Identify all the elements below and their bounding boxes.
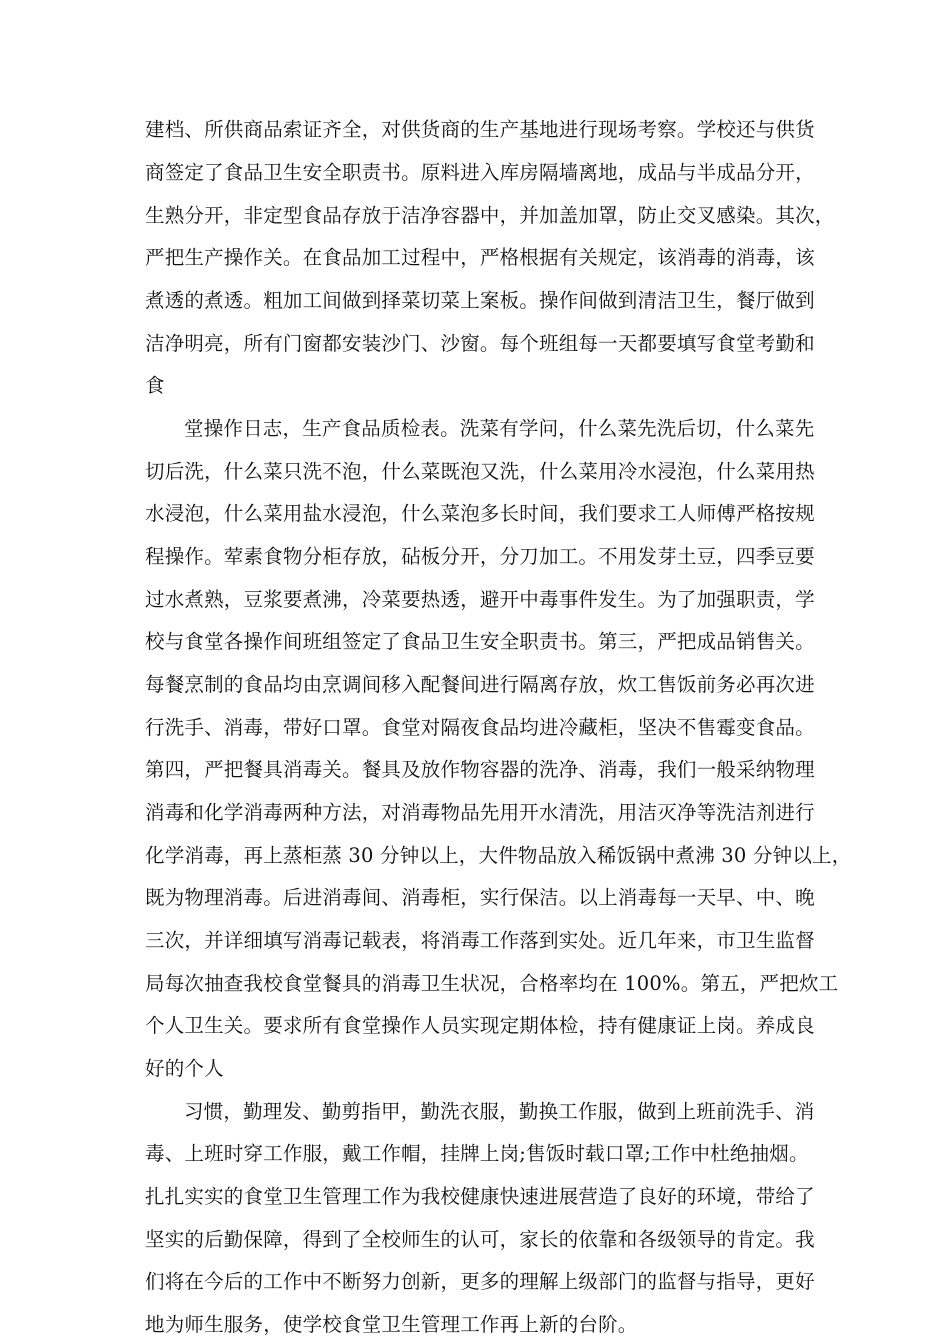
text-line: 切后洗，什么菜只洗不泡，什么菜既泡又洗，什么菜用冷水浸泡，什么菜用热	[145, 460, 815, 483]
text-line: 水浸泡，什么菜用盐水浸泡，什么菜泡多长时间，我们要求工人师傅严格按规	[145, 502, 815, 525]
text-line: 好的个人	[145, 1057, 224, 1080]
text-line: 煮透的煮透。粗加工间做到择菜切菜上案板。操作间做到清洁卫生，餐厅做到	[145, 289, 815, 312]
text-line: 个人卫生关。要求所有食堂操作人员实现定期体检，持有健康证上岗。养成良	[145, 1014, 815, 1037]
text-line: 洁净明亮，所有门窗都安装沙门、沙窗。每个班组每一天都要填写食堂考勤和	[145, 332, 815, 355]
text-line: 生熟分开，非定型食品存放于洁净容器中，并加盖加罩，防止交叉感染。其次，	[145, 204, 835, 227]
text-line: 过水煮熟，豆浆要煮沸，冷菜要热透，避开中毒事件发生。为了加强职责，学	[145, 588, 815, 611]
text-line: 每餐烹制的食品均由烹调间移入配餐间进行隔离存放，炊工售饭前务必再次进	[145, 673, 815, 696]
text-line: 校与食堂各操作间班组签定了食品卫生安全职责书。第三，严把成品销售关。	[145, 630, 815, 653]
text-line: 第四，严把餐具消毒关。餐具及放作物容器的洗净、消毒，我们一般采纳物理	[145, 758, 815, 781]
text-line: 行洗手、消毒，带好口罩。食堂对隔夜食品均进冷藏柜，坚决不售霉变食品。	[145, 716, 815, 739]
text-line: 们将在今后的工作中不断努力创新，更多的理解上级部门的监督与指导，更好	[145, 1270, 815, 1293]
text-line: 毒、上班时穿工作服，戴工作帽，挂牌上岗;售饭时载口罩;工作中杜绝抽烟。	[145, 1142, 809, 1165]
paragraph-first-line: 习惯，勤理发、勤剪指甲，勤洗衣服，勤换工作服，做到上班前洗手、消	[184, 1100, 815, 1123]
text-line: 化学消毒，再上蒸柜蒸 30 分钟以上，大件物品放入稀饭锅中煮沸 30 分钟以上，	[145, 844, 852, 867]
text-line: 局每次抽查我校食堂餐具的消毒卫生状况，合格率均在 100%。第五，严把炊工	[145, 972, 839, 995]
text-line: 三次，并详细填写消毒记载表，将消毒工作落到实处。近几年来，市卫生监督	[145, 929, 815, 952]
text-line: 坚实的后勤保障，得到了全校师生的认可，家长的依靠和各级领导的肯定。我	[145, 1228, 815, 1251]
text-line: 程操作。荤素食物分柜存放，砧板分开，分刀加工。不用发芽土豆，四季豆要	[145, 545, 815, 568]
text-line: 扎扎实实的食堂卫生管理工作为我校健康快速进展营造了良好的环境，带给了	[145, 1185, 815, 1208]
paragraph-first-line: 堂操作日志，生产食品质检表。洗菜有学问，什么菜先洗后切，什么菜先	[184, 417, 815, 440]
text-line: 既为物理消毒。后进消毒间、消毒柜，实行保洁。以上消毒每一天早、中、晚	[145, 886, 815, 909]
text-line: 商签定了食品卫生安全职责书。原料进入库房隔墙离地，成品与半成品分开，	[145, 161, 815, 184]
text-line: 消毒和化学消毒两种方法，对消毒物品先用开水清洗，用洁灭净等洗洁剂进行	[145, 801, 815, 824]
text-line: 严把生产操作关。在食品加工过程中，严格根据有关规定，该消毒的消毒，该	[145, 246, 815, 269]
text-line: 建档、所供商品索证齐全，对供货商的生产基地进行现场考察。学校还与供货	[145, 118, 815, 141]
text-line: 食	[145, 374, 165, 397]
text-line: 地为师生服务，使学校食堂卫生管理工作再上新的台阶。	[145, 1313, 638, 1336]
